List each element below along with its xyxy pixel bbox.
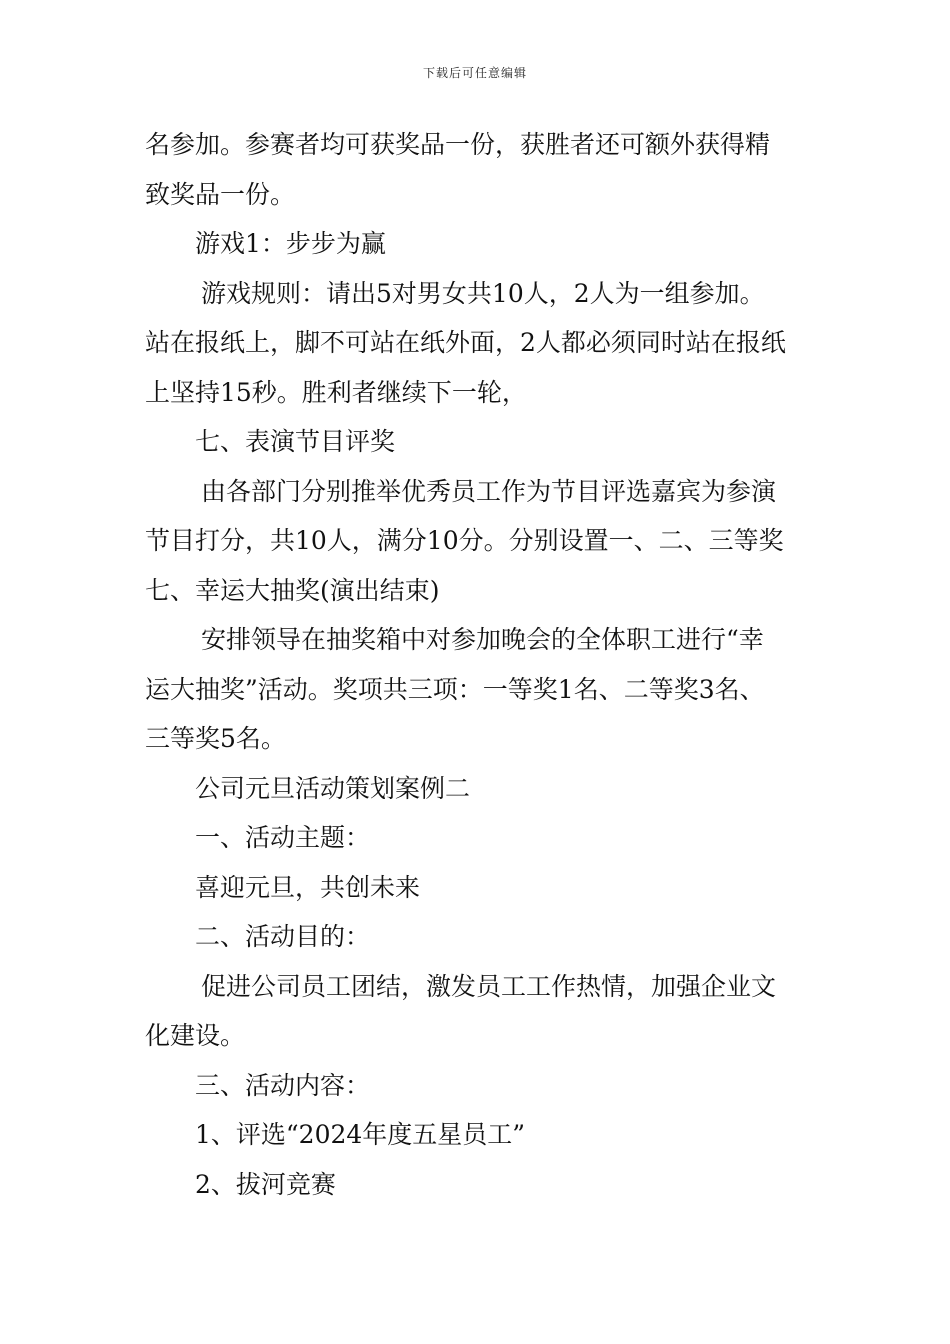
text-line: 喜迎元旦，共创未来 xyxy=(195,872,421,902)
text-line: 站在报纸上，脚不可站在纸外面，2人都必须同时站在报纸 xyxy=(145,328,786,357)
page-header: 下载后可任意编辑 xyxy=(422,66,527,80)
section-heading: 二、活动目的： xyxy=(195,922,371,951)
section-heading: 七、幸运大抽奖(演出结束) xyxy=(145,575,440,605)
text-line: 上坚持15秒。胜利者继续下一轮， xyxy=(145,377,527,407)
text-line: 节目打分，共10人，满分10分。分别设置一、二、三等奖 xyxy=(145,526,784,555)
document-body xyxy=(145,120,810,1209)
text-line: 安排领导在抽奖箱中对参加晚会的全体职工进行“幸 xyxy=(201,625,764,654)
text-line: 三等奖5名。 xyxy=(145,724,286,753)
text-line: 化建设。 xyxy=(145,1021,246,1050)
list-item: 2、拔河竞赛 xyxy=(195,1169,336,1199)
text-line: 游戏规则：请出5对男女共10人，2人为一组参加。 xyxy=(201,278,765,308)
game-title: 游戏1：步步为赢 xyxy=(195,229,386,258)
text-line: 运大抽奖”活动。奖项共三项：一等奖1名、二等奖3名、 xyxy=(145,674,765,704)
text-line: 致奖品一份。 xyxy=(145,179,296,209)
text-line: 由各部门分别推举优秀员工作为节目评选嘉宾为参演 xyxy=(201,476,777,506)
text-line: 促进公司员工团结，激发员工工作热情，加强企业文 xyxy=(201,971,777,1001)
list-item: 1、评选“2024年度五星员工” xyxy=(195,1120,526,1149)
section-heading: 一、活动主题： xyxy=(195,823,371,852)
case-title: 公司元旦活动策划案例二 xyxy=(195,773,471,803)
text-line: 名参加。参赛者均可获奖品一份，获胜者还可额外获得精 xyxy=(145,130,771,159)
section-heading: 七、表演节目评奖 xyxy=(195,427,396,456)
section-heading: 三、活动内容： xyxy=(195,1070,371,1100)
